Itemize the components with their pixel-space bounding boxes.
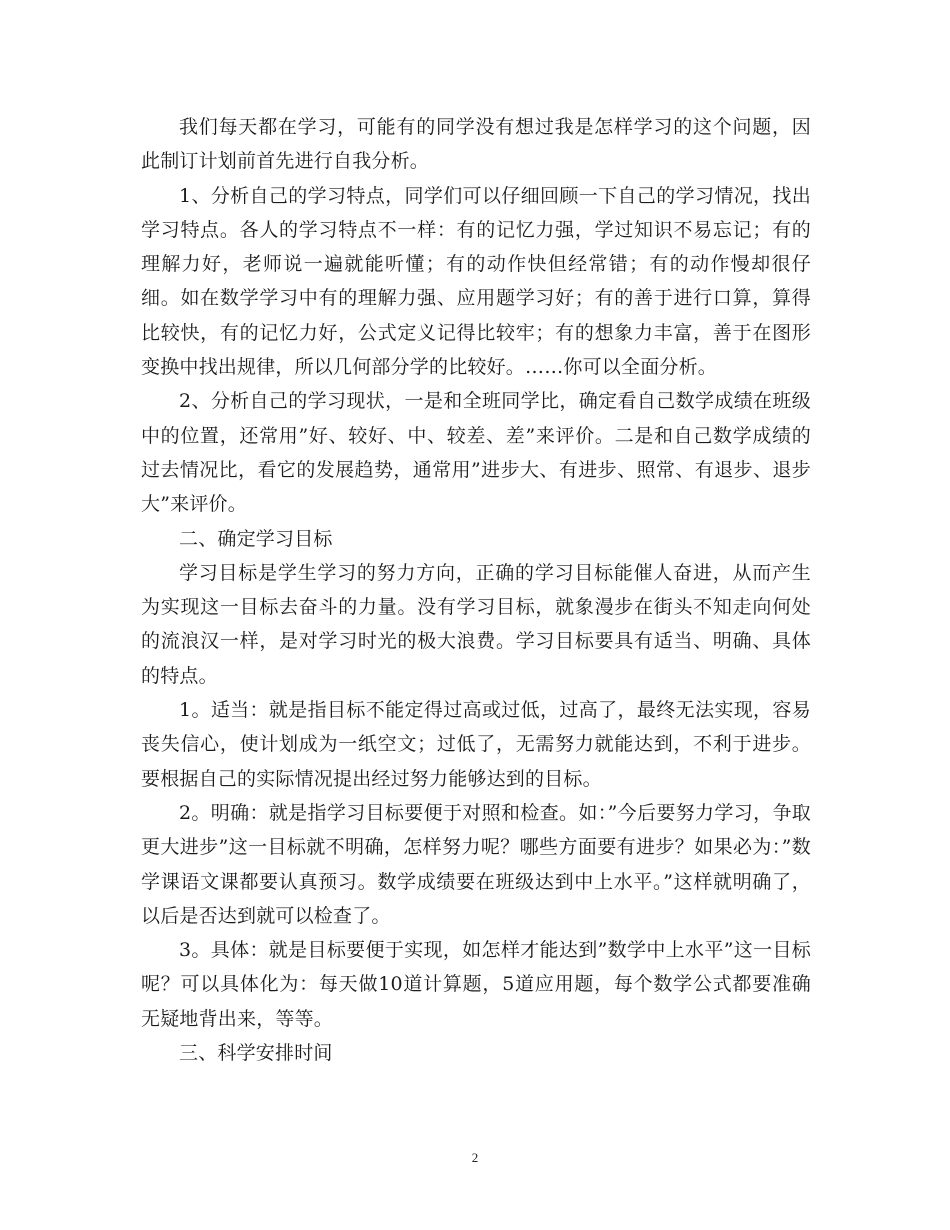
paragraph-learning-status: 2、分析自己的学习现状，一是和全班同学比，确定看自己数学成绩在班级中的位置，还常用”好、较好、中、较差、差”来评价。二是和自己数学成绩的过去情况比，看它的发展趋势，通常用”进步大、有进步、照常、有退步、退步大”来评价。 (141, 390, 811, 516)
paragraph-intro: 我们每天都在学习，可能有的同学没有想过我是怎样学习的这个问题，因此制订计划前首先进行自我分析。 (141, 116, 811, 173)
paragraph-goal-appropriate: 1。适当：就是指目标不能定得过高或过低，过高了，最终无法实现，容易丧失信心，使计划成为一纸空文；过低了，无需努力就能达到，不利于进步。要根据自己的实际情况提出经过努力能够达到的目标。 (141, 699, 811, 790)
section-heading-goals: 二、确定学习目标 (179, 527, 333, 550)
paragraph-goal-clear: 2。明确：就是指学习目标要便于对照和检查。如：”今后要努力学习，争取更大进步”这一目标就不明确，怎样努力呢？哪些方面要有进步？如果必为：”数学课语文课都要认真预习。数学成绩要在班级达到中上水平。”这样就明确了，以后是否达到就可以检查了。 (141, 801, 811, 927)
paragraph-goal-specific: 3。具体：就是目标要便于实现，如怎样才能达到”数学中上水平”这一目标呢？可以具体化为：每天做10道计算题，5道应用题，每个数学公式都要准确无疑地背出来，等等。 (141, 939, 811, 1030)
page-body (141, 110, 811, 1070)
paragraph-goals-intro: 学习目标是学生学习的努力方向，正确的学习目标能催人奋进，从而产生为实现这一目标去奋斗的力量。没有学习目标，就象漫步在街头不知走向何处的流浪汉一样，是对学习时光的极大浪费。学习目标要具有适当、明确、具体的特点。 (141, 561, 811, 687)
section-heading-time: 三、科学安排时间 (179, 1042, 333, 1065)
paragraph-learning-traits: 1、分析自己的学习特点，同学们可以仔细回顾一下自己的学习情况，找出学习特点。各人的学习特点不一样：有的记忆力强，学过知识不易忘记；有的理解力好，老师说一遍就能听懂；有的动作快但经常错；有的动作慢却很仔细。如在数学学习中有的理解力强、应用题学习好；有的善于进行口算，算得比较快，有的记忆力好，公式定义记得比较牢；有的想象力丰富，善于在图形变换中找出规律，所以几何部分学的比较好。……你可以全面分析。 (141, 184, 811, 379)
page-number: 2 (471, 1150, 479, 1165)
